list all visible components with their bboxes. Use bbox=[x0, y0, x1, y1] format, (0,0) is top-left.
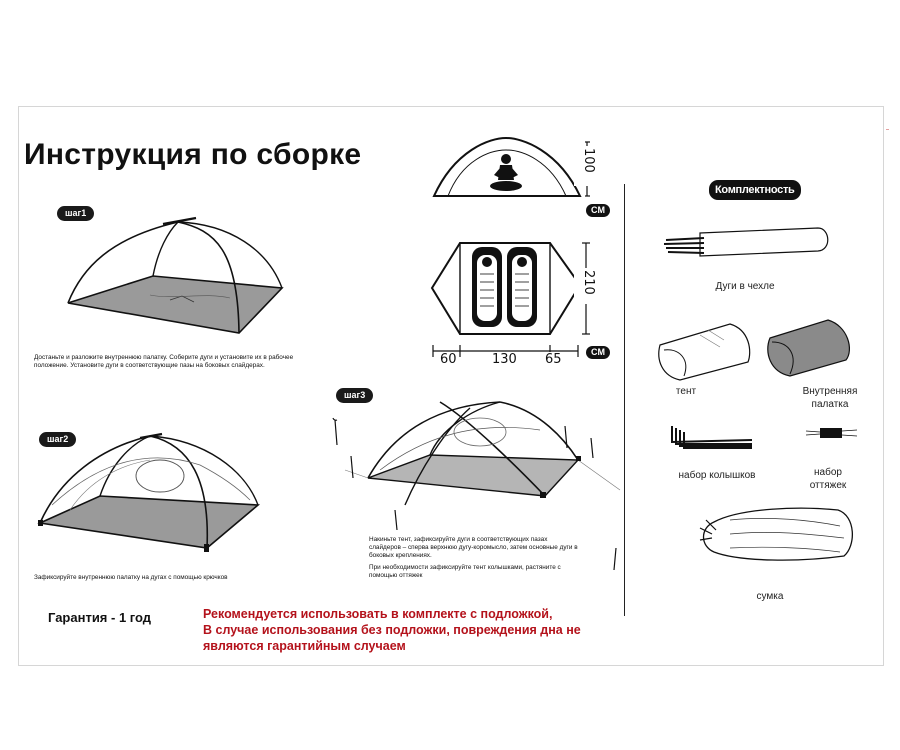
step-3-line-4: При необходимости зафиксируйте тент колышками, растяните с bbox=[369, 564, 561, 571]
warning-text bbox=[203, 606, 633, 654]
warning-line-2: В случае использования без подложки, повреждения дна не bbox=[203, 623, 581, 637]
step-3-line-1: Накиньте тент, зафиксируйте дуги в соответствующих пазах bbox=[369, 536, 548, 543]
warning-line-3: являются гарантийным случаем bbox=[203, 639, 406, 653]
kit-fly-label: тент bbox=[675, 386, 697, 397]
warning-line-1: Рекомендуется использовать в комплекте с подложкой, bbox=[203, 607, 553, 621]
step-3-line-2: слайдеров – сперва верхнюю дугу-коромысло, затем основные дуги в bbox=[369, 544, 578, 551]
warranty-text: Гарантия - 1 год bbox=[48, 610, 152, 625]
step-3-line-3: боковых креплениях. bbox=[369, 552, 432, 559]
width-middle-value: 130 bbox=[492, 352, 517, 367]
step-2-line-1: Зафиксируйте внутреннюю палатку на дугах с помощью крючков bbox=[34, 574, 228, 581]
kit-pegs-label: набор колышков bbox=[678, 470, 756, 481]
page-title: Инструкция по сборке bbox=[24, 138, 362, 171]
width-right-value: 65 bbox=[545, 352, 562, 367]
height-unit-badge: CM bbox=[586, 204, 610, 217]
kit-title-badge: Комплектность bbox=[709, 180, 801, 200]
width-left-value: 60 bbox=[440, 352, 457, 367]
kit-inner-label-line-1: Внутренняя bbox=[802, 386, 858, 397]
kit-guylines-label-line-1: набор bbox=[814, 467, 842, 478]
width-unit-badge: CM bbox=[586, 346, 610, 359]
step-3-line-5: помощью оттяжек bbox=[369, 572, 423, 579]
step-1-badge: шаг1 bbox=[57, 206, 94, 221]
height-value: 100 bbox=[581, 148, 596, 173]
kit-inner-label-line-2: палатка bbox=[811, 399, 849, 410]
step-1-line-2: положение. Установите дуги в соответствующие пазы на боковых слайдерах. bbox=[34, 362, 265, 369]
length-value: 210 bbox=[581, 270, 596, 295]
kit-poles-label: Дуги в чехле bbox=[715, 281, 775, 292]
kit-guylines-label-line-2: оттяжек bbox=[809, 480, 847, 491]
step-2-badge: шаг2 bbox=[39, 432, 76, 447]
kit-bag-label: сумка bbox=[756, 591, 784, 602]
step-3-badge: шаг3 bbox=[336, 388, 373, 403]
step-1-line-1: Достаньте и разложите внутреннюю палатку. Соберите дуги и установите их в рабочее bbox=[34, 354, 294, 361]
